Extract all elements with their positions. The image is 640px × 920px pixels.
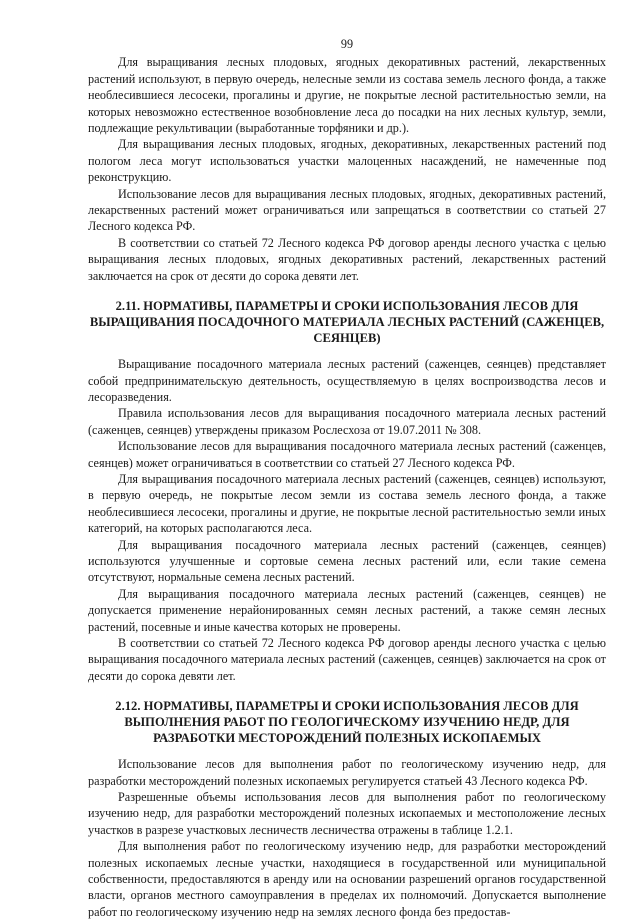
section-heading: 2.12. НОРМАТИВЫ, ПАРАМЕТРЫ И СРОКИ ИСПОЛЬЗОВАНИЯ ЛЕСОВ ДЛЯ ВЫПОЛНЕНИЯ РАБОТ ПО ГЕОЛОГИЧЕСКОМУ ИЗУЧЕНИЮ НЕДР, ДЛЯ РАЗРАБОТКИ МЕСТОРОЖДЕНИЙ ПОЛЕЗНЫХ ИСКОПАЕМЫХ [115,699,579,746]
intro-section [88,54,606,284]
paragraph: Для выращивания посадочного материала лесных растений (саженцев, сеянцев) используются улучшенные и сортовые семена лесных растений или, если такие семена отсутствуют, нормальные семена лесных растений. [88,537,606,585]
page-number: 99 [340,37,354,51]
paragraph: Использование лесов для выращивания лесных плодовых, ягодных, декоративных растений, лекарственных растений может ограничиваться или запрещаться в соответствии со статьей 27 Лесного кодекса РФ. [88,186,606,234]
section-2-11 [88,298,606,684]
paragraph: Для выращивания лесных плодовых, ягодных декоративных растений, лекарственных растений используют, в первую очередь, нелесные земли из состава земель лесного фонда, а также необлесившиеся лесосеки, прогалины и другие, не покрытые лесной растительностью земли, на которых невозможно естественное возобновление леса до посадки на них лесных культур, земли, подлежащие рекультивации (выработанные торфяники и др.). [88,55,606,136]
paragraph: Использование лесов для выращивания посадочного материала лесных растений (саженцев, сеянцев) может ограничиваться в соответствии со статьей 27 Лесного кодекса РФ. [88,439,606,470]
section-2-12 [88,698,606,920]
section-heading: 2.11. НОРМАТИВЫ, ПАРАМЕТРЫ И СРОКИ ИСПОЛЬЗОВАНИЯ ЛЕСОВ ДЛЯ ВЫРАЩИВАНИЯ ПОСАДОЧНОГО МАТЕРИАЛА ЛЕСНЫХ РАСТЕНИЙ (САЖЕНЦЕВ, СЕЯНЦЕВ) [89,299,605,346]
document-page [88,36,606,920]
paragraph: Использование лесов для выполнения работ по геологическому изучению недр, для разработки месторождений полезных ископаемых регулируется статьей 43 Лесного кодекса РФ. [88,757,606,788]
paragraph: Для выращивания посадочного материала лесных растений (саженцев, сеянцев) используют, в первую очередь, не покрытые лесом земли из состава земель лесного фонда, а также необлесившиеся лесосеки, прогалины и другие, не покрытые лесной растительностью земли иных категорий, на которых располагаются леса. [88,471,606,536]
paragraph: Выращивание посадочного материала лесных растений (саженцев, сеянцев) представляет собой предпринимательскую деятельность, осуществляемую в целях воспроизводства лесов и лесоразведения. [88,357,606,404]
paragraph: Правила использования лесов для выращивания посадочного материала лесных растений (саженцев, сеянцев) утверждены приказом Рослесхоза от 19.07.2011 № 308. [88,406,606,437]
paragraph: Для выращивания посадочного материала лесных растений (саженцев, сеянцев) не допускается применение нерайонированных семян лесных растений, а также семян лесных растений, посевные и иные качества которых не проверены. [88,586,606,634]
paragraph: В соответствии со статьей 72 Лесного кодекса РФ договор аренды лесного участка с целью выращивания лесных плодовых, ягодных декоративных растений, лекарственных растений заключается на срок от десяти до сорока девяти лет. [88,235,606,283]
paragraph: Для выполнения работ по геологическому изучению недр, для разработки месторождений полезных ископаемых лесные участки, находящиеся в государственной или муниципальной собственности, предоставляются в аренду или на основании разрешений органов государственной власти, органов местного самоуправления в пределах их полномочий. Допускается выполнение работ по геологическому изучению недр на землях лесного фонда без предостав- [88,839,606,919]
paragraph: Разрешенные объемы использования лесов для выполнения работ по геологическому изучению недр, для разработки месторождений полезных ископаемых и местоположение лесных участков в разрезе участковых лесничеств лесничества отражены в таблице 1.2.1. [88,790,606,837]
paragraph: Для выращивания лесных плодовых, ягодных, декоративных, лекарственных растений под пологом леса могут использоваться участки малоценных насаждений, не намеченные под реконструкцию. [88,137,606,185]
paragraph: В соответствии со статьей 72 Лесного кодекса РФ договор аренды лесного участка с целью выращивания посадочного материала лесных растений (саженцев, сеянцев) заключается на срок от десяти до сорока девяти лет. [88,636,606,683]
